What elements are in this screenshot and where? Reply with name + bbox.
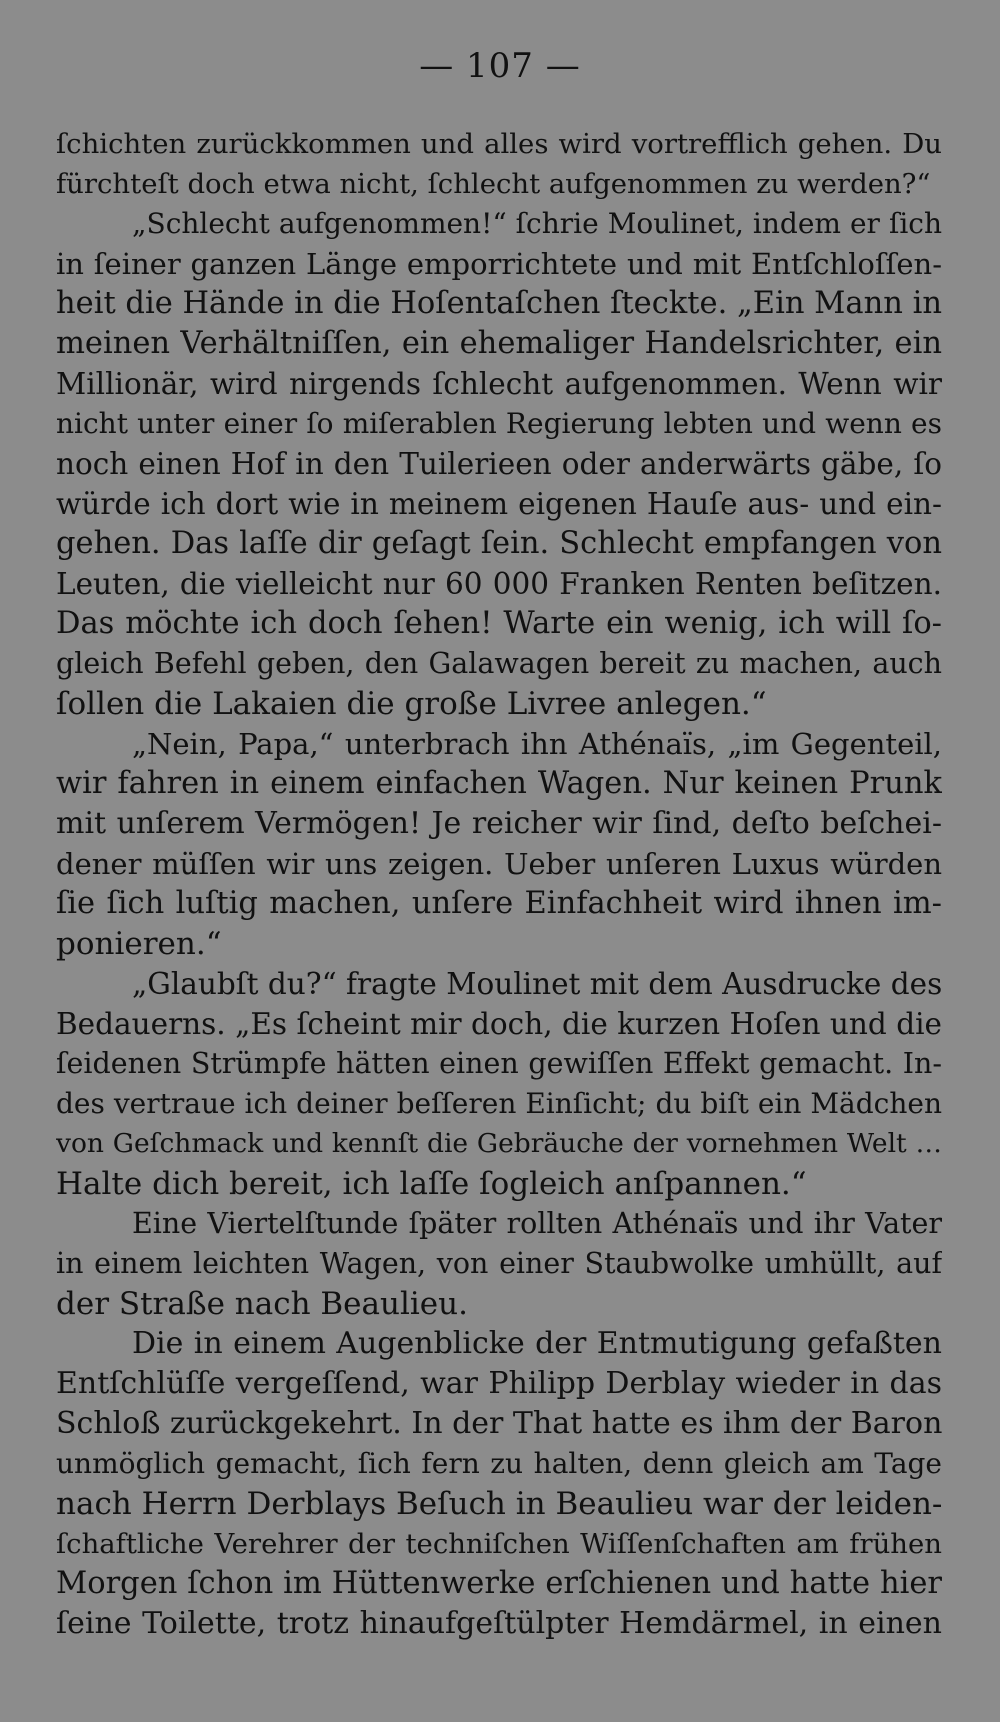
text-line: heit die Hände in die Hoſentaſchen ſteckte. „Ein Mann in bbox=[56, 286, 942, 321]
text-line: wir fahren in einem einfachen Wagen. Nur keinen Prunk bbox=[56, 766, 942, 801]
text-line: „Schlecht aufgenommen!“ ſchrie Moulinet, indem er ſich bbox=[132, 207, 942, 240]
text-line: dener müſſen wir uns zeigen. Ueber unſeren Luxus würden bbox=[56, 847, 942, 881]
text-line: meinen Verhältniſſen, ein ehemaliger Handelsrichter, ein bbox=[56, 326, 942, 361]
text-line: ſeidenen Strümpfe hätten einen gewiſſen Effekt gemacht. In- bbox=[56, 1047, 942, 1080]
text-line: unmöglich gemacht, ſich fern zu halten, denn gleich am Tage bbox=[56, 1447, 942, 1480]
text-line: ſollen die Lakaien die große Livree anlegen.“ bbox=[56, 686, 767, 722]
text-line: Morgen ſchon im Hüttenwerke erſchienen und hatte hier bbox=[56, 1566, 942, 1601]
text-line: ſchaftliche Verehrer der techniſchen Wiſſenſchaften am frühen bbox=[56, 1528, 942, 1560]
text-line: ponieren.“ bbox=[56, 926, 222, 962]
text-line: von Geſchmack und kennſt die Gebräuche der vornehmen Welt … bbox=[56, 1128, 942, 1159]
text-line: Bedauerns. „Es ſcheint mir doch, die kurzen Hoſen und die bbox=[56, 1007, 942, 1041]
text-line: noch einen Hof in den Tuilerieen oder anderwärts gäbe, ſo bbox=[56, 447, 942, 481]
text-line: Leuten, die vielleicht nur 60 000 Franken Renten beſitzen. bbox=[56, 567, 942, 601]
text-line: ſchichten zurückkommen und alles wird vortrefflich gehen. Du bbox=[56, 128, 942, 160]
body-text bbox=[56, 124, 942, 1644]
text-line: Halte dich bereit, ich laſſe ſogleich anſpannen.“ bbox=[56, 1166, 807, 1202]
text-line: der Straße nach Beaulieu. bbox=[56, 1286, 468, 1322]
text-line: Millionär, wird nirgends ſchlecht aufgenommen. Wenn wir bbox=[56, 367, 942, 401]
text-line: nach Herrn Derblays Beſuch in Beaulieu war der leiden- bbox=[56, 1486, 942, 1522]
text-line: gehen. Das laſſe dir geſagt ſein. Schlecht empfangen von bbox=[56, 526, 942, 561]
text-line: ſie ſich luſtig machen, unſere Einfachheit wird ihnen im- bbox=[56, 886, 942, 921]
text-line: Eine Viertelſtunde ſpäter rollten Athénaïs und ihr Vater bbox=[132, 1207, 942, 1240]
page-number-header: — 107 — bbox=[419, 46, 581, 86]
text-line: Das möchte ich doch ſehen! Warte ein wenig, ich will ſo- bbox=[56, 606, 942, 641]
text-line: in ſeiner ganzen Länge emporrichtete und mit Entſchloſſen- bbox=[56, 247, 942, 281]
text-line: nicht unter einer ſo miſerablen Regierung lebten und wenn es bbox=[56, 407, 942, 440]
text-line: würde ich dort wie in meinem eigenen Hauſe aus- und ein- bbox=[56, 487, 942, 521]
text-line: ſeine Toilette, trotz hinaufgeſtülpter Hemdärmel, in einen bbox=[56, 1606, 942, 1641]
text-line: des vertraue ich deiner beſſeren Einſicht; du biſt ein Mädchen bbox=[56, 1087, 942, 1120]
text-line: Schloß zurückgekehrt. In der That hatte es ihm der Baron bbox=[56, 1406, 942, 1441]
text-line: „Glaubſt du?“ fragte Moulinet mit dem Ausdrucke des bbox=[132, 967, 942, 1001]
text-line: Entſchlüſſe vergeſſend, war Philipp Derblay wieder in das bbox=[56, 1366, 942, 1401]
text-line: mit unſerem Vermögen! Je reicher wir ſind, deſto beſchei- bbox=[56, 806, 942, 841]
text-line: fürchteſt doch etwa nicht, ſchlecht aufgenommen zu werden?“ bbox=[56, 168, 931, 200]
text-line: Die in einem Augenblicke der Entmutigung gefaßten bbox=[132, 1326, 942, 1361]
text-line: gleich Befehl geben, den Galawagen bereit zu machen, auch bbox=[56, 647, 942, 680]
text-line: in einem leichten Wagen, von einer Staubwolke umhüllt, auf bbox=[56, 1247, 942, 1280]
text-line: „Nein, Papa,“ unterbrach ihn Athénaïs, „im Gegenteil, bbox=[132, 727, 942, 761]
